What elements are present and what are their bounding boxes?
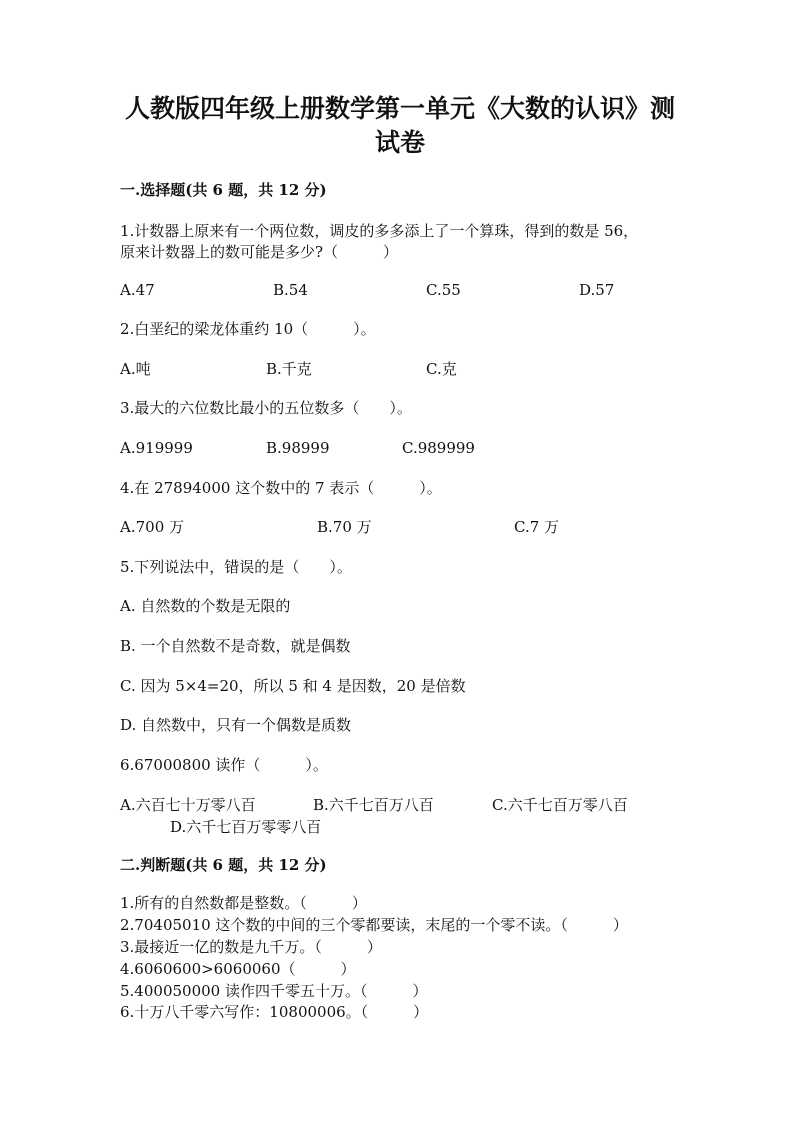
title-line-2: 试卷 — [374, 128, 425, 157]
question-4-options — [120, 515, 680, 539]
question-6-options-row-2 — [120, 815, 680, 839]
question-4-stem: 4.在 27894000 这个数中的 7 表示（ ）。 — [120, 479, 442, 497]
question-5-option-a: A. 自然数的个数是无限的 — [120, 597, 291, 615]
option: B.千克 — [266, 360, 312, 378]
question-6-options — [120, 793, 680, 817]
option: C.989999 — [402, 439, 475, 457]
title-line-1: 人教版四年级上册数学第一单元《大数的认识》测 — [124, 94, 675, 123]
question-1-stem-line-2: 原来计数器上的数可能是多少?（ ） — [120, 243, 399, 261]
question-5-option-d: D. 自然数中，只有一个偶数是质数 — [120, 716, 352, 734]
section-heading-choice: 一.选择题(共 6 题，共 12 分) — [120, 181, 327, 199]
question-2-options — [120, 357, 680, 381]
option: C.7 万 — [514, 518, 560, 536]
question-5-option-c: C. 因为 5×4=20，所以 5 和 4 是因数，20 是倍数 — [120, 677, 466, 695]
question-6-stem: 6.67000800 读作（ ）。 — [120, 756, 328, 774]
option: A.47 — [120, 281, 155, 299]
option: D.57 — [579, 281, 615, 299]
option: B.六千七百万八百 — [313, 796, 434, 814]
question-3-stem: 3.最大的六位数比最小的五位数多（ ）。 — [120, 399, 412, 417]
section-heading-true-false: 二.判断题(共 6 题，共 12 分) — [120, 856, 327, 874]
question-1-options — [120, 278, 680, 302]
tf-item: 6.十万八千零六写作：10800006。（ ） — [120, 1003, 429, 1021]
option: A.吨 — [120, 360, 151, 378]
option: C.55 — [426, 281, 461, 299]
tf-item: 2.70405010 这个数的中间的三个零都要读，末尾的一个零不读。（ ） — [120, 916, 628, 934]
option: B.70 万 — [317, 518, 372, 536]
question-5-option-b: B. 一个自然数不是奇数，就是偶数 — [120, 637, 351, 655]
question-5-stem: 5.下列说法中，错误的是（ ）。 — [120, 558, 352, 576]
page-title — [110, 92, 690, 160]
question-3-options — [120, 436, 680, 460]
tf-item: 3.最接近一亿的数是九千万。（ ） — [120, 938, 382, 956]
option: C.克 — [426, 360, 457, 378]
option: A.919999 — [120, 439, 193, 457]
tf-item: 5.400050000 读作四千零五十万。（ ） — [120, 982, 428, 1000]
option: C.六千七百万零八百 — [492, 796, 628, 814]
option: A.700 万 — [120, 518, 184, 536]
option: A.六百七十万零八百 — [120, 796, 256, 814]
question-2-stem: 2.白垩纪的梁龙体重约 10（ ）。 — [120, 320, 376, 338]
option: B.98999 — [266, 439, 330, 457]
option: B.54 — [273, 281, 308, 299]
option: D.六千七百万零零八百 — [170, 818, 322, 836]
question-1-stem-line-1: 1.计数器上原来有一个两位数，调皮的多多添上了一个算珠，得到的数是 56， — [120, 222, 639, 240]
tf-item: 4.6060600>6060060（ ） — [120, 960, 356, 978]
tf-item: 1.所有的自然数都是整数。（ ） — [120, 894, 367, 912]
